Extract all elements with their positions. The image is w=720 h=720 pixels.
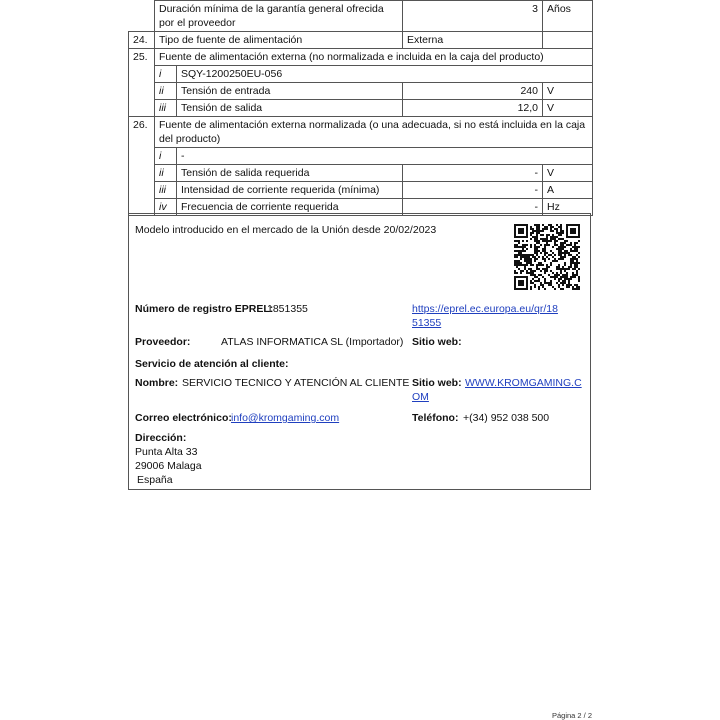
row-unit: V xyxy=(543,100,593,117)
row-value: Externa xyxy=(403,32,543,49)
row-value: 240 xyxy=(403,83,543,100)
table-row xyxy=(129,49,593,66)
row-value: 12,0 xyxy=(403,100,543,117)
service-web-link-cont[interactable]: OM xyxy=(412,391,429,403)
address-line: Punta Alta 33 xyxy=(135,446,198,458)
table-row xyxy=(129,1,593,32)
email-link[interactable]: info@kromgaming.com xyxy=(231,412,340,424)
row-unit: V xyxy=(543,165,593,182)
row-index: iii xyxy=(155,100,177,117)
row-value: - xyxy=(403,199,543,216)
row-label: Frecuencia de corriente requerida xyxy=(177,199,403,216)
row-label: Fuente de alimentación externa (no normalizada e incluida en la caja del producto) xyxy=(155,49,593,66)
row-label: Tipo de fuente de alimentación xyxy=(155,32,403,49)
row-index: iii xyxy=(155,182,177,199)
row-value: 3 xyxy=(403,1,543,32)
row-label: Fuente de alimentación externa normalizada (o una adecuada, si no está incluida en la caja del producto) xyxy=(155,117,593,148)
page-number: Página 2 / 2 xyxy=(551,711,592,720)
row-index: i xyxy=(155,148,177,165)
spec-table-body xyxy=(128,0,593,216)
email-label: Correo electrónico: xyxy=(135,412,232,424)
phone-value: +(34) 952 038 500 xyxy=(463,412,550,424)
row-unit: V xyxy=(543,83,593,100)
table-row xyxy=(129,165,593,182)
row-number: 25. xyxy=(129,49,155,66)
table-row xyxy=(129,148,593,165)
row-label: Duración mínima de la garantía general ofrecida por el proveedor xyxy=(155,1,403,32)
row-index: ii xyxy=(155,83,177,100)
eprel-label: Número de registro EPREL: xyxy=(135,303,274,315)
row-index: iv xyxy=(155,199,177,216)
row-value: - xyxy=(403,182,543,199)
eprel-number: 1851355 xyxy=(267,303,308,315)
address-line: 29006 Malaga xyxy=(135,460,202,472)
name-label: Nombre: xyxy=(135,377,179,389)
table-row xyxy=(129,117,593,148)
supplier-info-card xyxy=(128,213,591,490)
name-value: SERVICIO TECNICO Y ATENCIÓN AL CLIENTE xyxy=(182,377,410,389)
service-web-link[interactable]: WWW.KROMGAMING.C xyxy=(465,377,582,389)
qr-code-icon xyxy=(514,224,580,290)
row-label: Tensión de entrada xyxy=(177,83,403,100)
table-row xyxy=(129,66,593,83)
row-label: Tensión de salida xyxy=(177,100,403,117)
row-number: 26. xyxy=(129,117,155,148)
row-value: - xyxy=(177,148,593,165)
table-row xyxy=(129,83,593,100)
row-index: ii xyxy=(155,165,177,182)
row-label: Intensidad de corriente requerida (mínima) xyxy=(177,182,403,199)
market-date-text: Modelo introducido en el mercado de la Unión desde 20/02/2023 xyxy=(135,224,437,236)
service-label: Servicio de atención al cliente: xyxy=(135,358,289,370)
phone-label: Teléfono: xyxy=(412,412,459,424)
row-unit: Años xyxy=(543,1,593,32)
website-label: Sitio web: xyxy=(412,336,462,348)
row-index: i xyxy=(155,66,177,83)
address-label: Dirección: xyxy=(135,432,187,444)
row-number: 24. xyxy=(129,32,155,49)
row-value: - xyxy=(403,165,543,182)
eprel-link[interactable]: https://eprel.ec.europa.eu/qr/18 51355 xyxy=(412,303,558,329)
row-value: SQY-1200250EU-056 xyxy=(177,66,593,83)
supplier-value: ATLAS INFORMATICA SL (Importador) xyxy=(221,336,404,348)
address-line: España xyxy=(137,474,173,486)
service-web-label: Sitio web: xyxy=(412,377,462,389)
row-unit: A xyxy=(543,182,593,199)
table-row xyxy=(129,100,593,117)
supplier-label: Proveedor: xyxy=(135,336,191,348)
row-label: Tensión de salida requerida xyxy=(177,165,403,182)
table-row xyxy=(129,32,593,49)
row-unit: Hz xyxy=(543,199,593,216)
table-row xyxy=(129,182,593,199)
